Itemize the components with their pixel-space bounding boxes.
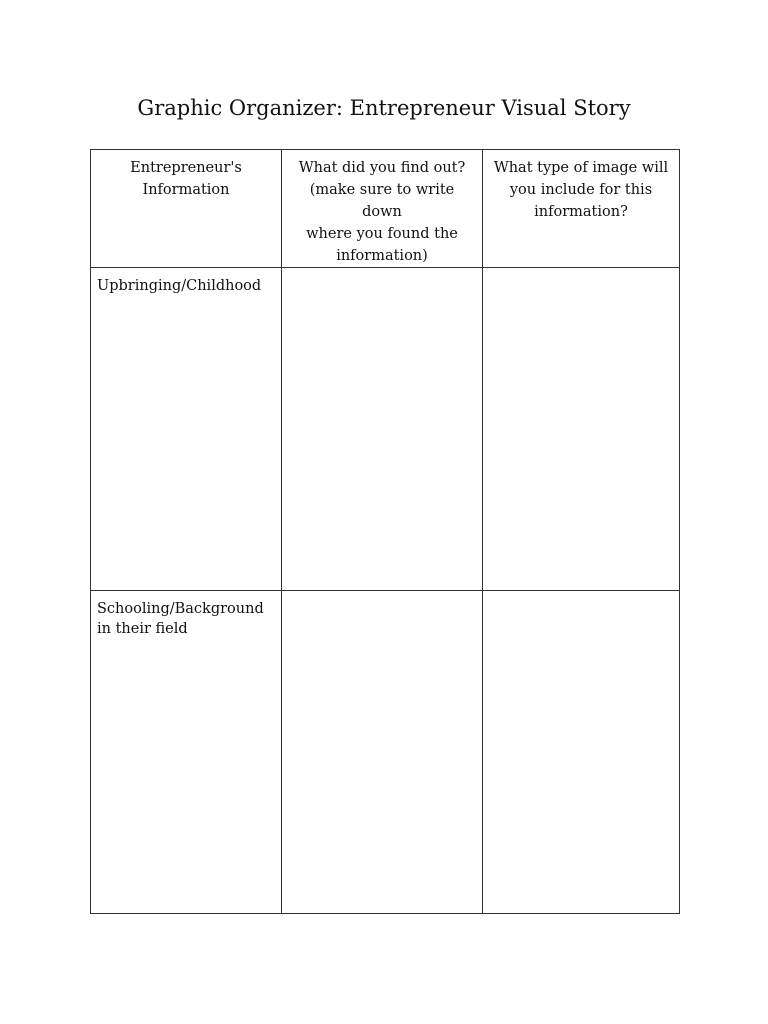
header-findings: What did you find out? (make sure to write down where you found the information): [298, 160, 466, 264]
image-entry[interactable]: [483, 591, 679, 913]
findings-cell-upbringing[interactable]: [282, 268, 483, 591]
header-image-type: What type of image will you include for this information?: [493, 160, 669, 220]
row-label-upbringing: Upbringing/Childhood: [97, 278, 262, 294]
table-row: [91, 268, 680, 591]
row-label-schooling: Schooling/Background in their field: [97, 601, 264, 637]
findings-entry[interactable]: [282, 591, 482, 913]
header-information: Entrepreneur's Information: [130, 160, 242, 198]
image-cell-schooling[interactable]: [483, 591, 680, 914]
image-entry[interactable]: [483, 268, 679, 590]
header-cell-findings: [282, 150, 483, 268]
organizer-table: [90, 149, 680, 914]
image-cell-upbringing[interactable]: [483, 268, 680, 591]
header-cell-information: [91, 150, 282, 268]
table-row: [91, 591, 680, 914]
findings-entry[interactable]: [282, 268, 482, 590]
findings-cell-schooling[interactable]: [282, 591, 483, 914]
row-label-cell: [91, 268, 282, 591]
page-title: Graphic Organizer: Entrepreneur Visual Story: [137, 96, 631, 120]
header-cell-image-type: [483, 150, 680, 268]
row-label-cell: [91, 591, 282, 914]
table-header-row: [91, 150, 680, 268]
